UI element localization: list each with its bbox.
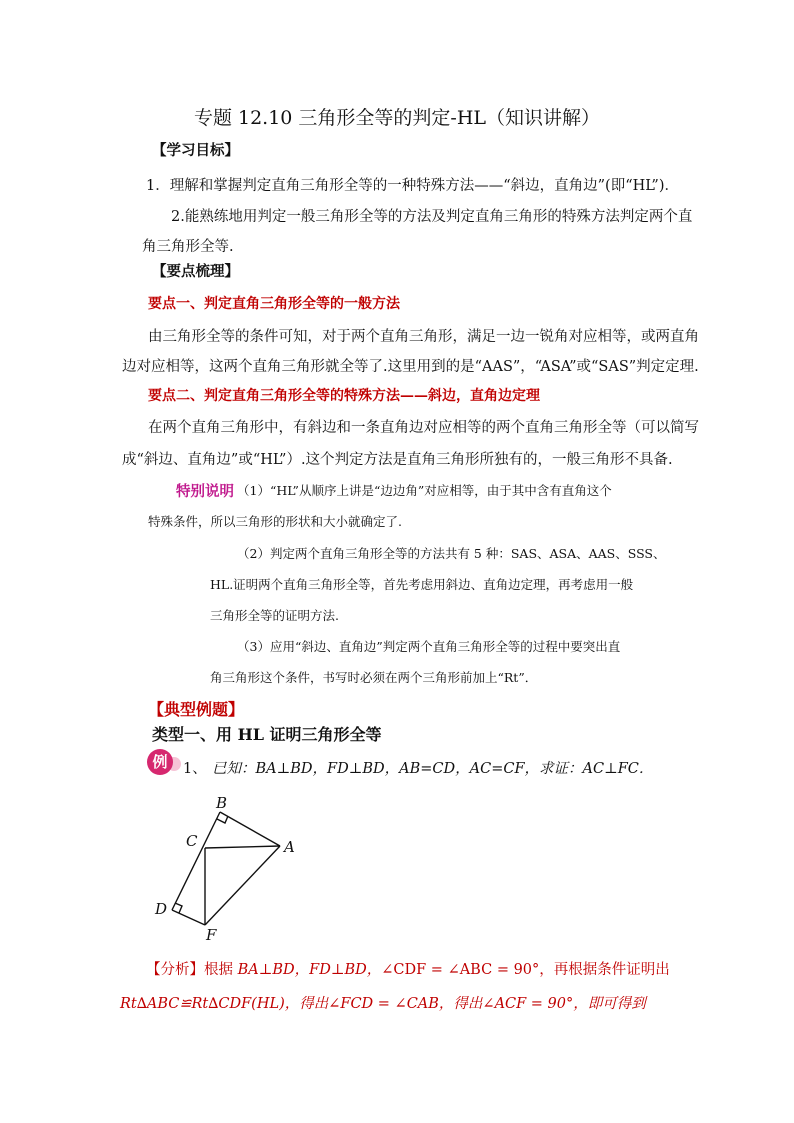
goal-item-2-line-2: 角三角形全等. [142, 239, 234, 255]
point-1-line-1: 由三角形全等的条件可知，对于两个直角三角形，满足一边一锐角对应相等，或两直角 [148, 329, 699, 345]
label-F: F [206, 926, 217, 944]
note-1-line-2: 特殊条件，所以三角形的形状和大小就确定了. [148, 514, 402, 529]
point-1-heading: 要点一、判定直角三角形全等的一般方法 [148, 296, 400, 312]
segment-BD [172, 812, 220, 910]
note-2-line-1: （2）判定两个直角三角形全等的方法共有 5 种：SAS、ASA、AAS、SSS、 [237, 546, 666, 561]
segment-BA [220, 812, 280, 846]
question-1-number: 1、 [183, 761, 207, 777]
label-A: A [284, 838, 295, 856]
note-2-line-3: 三角形全等的证明方法. [210, 608, 339, 623]
label-D: D [155, 900, 168, 918]
analysis-line-1: 【分析】根据 BA⊥BD，FD⊥BD，∠CDF = ∠ABC = 90°，再根据条件证明出 [146, 962, 670, 978]
point-2-heading: 要点二、判定直角三角形全等的特殊方法——斜边，直角边定理 [148, 388, 540, 404]
segment-CA [205, 846, 280, 848]
segment-AF [205, 846, 280, 925]
goal-item-2-line-1: 2.能熟练地用判定一般三角形全等的方法及判定直角三角形的特殊方法判定两个直 [171, 209, 693, 225]
examples-heading: 【典型例题】 [148, 700, 245, 719]
right-angle-mark-B [217, 816, 228, 823]
point-1-line-2: 边对应相等，这两个直角三角形就全等了.这里用到的是“AAS”，“ASA”或“SAS”判定定理. [122, 359, 699, 375]
note-3-line-2: 角三角形这个条件，书写时必须在两个三角形前加上“Rt”． [210, 670, 538, 685]
goals-heading: 【学习目标】 [152, 142, 239, 159]
points-heading: 【要点梳理】 [152, 263, 239, 280]
point-2-line-2: 成“斜边、直角边”或“HL”）.这个判定方法是直角三角形所独有的，一般三角形不具备. [122, 452, 673, 468]
question-1-text: 已知：BA⊥BD，FD⊥BD，AB=CD，AC=CF，求证：AC⊥FC． [212, 761, 654, 777]
analysis-label: 【分析】 [146, 962, 204, 978]
goal-item-1: 1．理解和掌握判定直角三角形全等的一种特殊方法——“斜边，直角边”(即“HL”)． [146, 178, 679, 194]
page-title: 专题 12.10 三角形全等的判定-HL（知识讲解） [193, 107, 601, 129]
type-1-heading: 类型一、用 HL 证明三角形全等 [152, 725, 382, 744]
point-2-line-1: 在两个直角三角形中，有斜边和一条直角边对应相等的两个直角三角形全等（可以简写 [148, 420, 699, 436]
note-2-line-2: HL.证明两个直角三角形全等，首先考虑用斜边、直角边定理，再考虑用一般 [210, 577, 634, 592]
note-3-line-1: （3）应用“斜边、直角边”判定两个直角三角形全等的过程中要突出直 [237, 639, 621, 654]
note-1-line-1: （1）“HL”从顺序上讲是“边边角”对应相等，由于其中含有直角这个 [237, 483, 612, 498]
example-badge: 例 [147, 749, 173, 775]
label-C: C [186, 832, 198, 850]
analysis-line-2: Rt∆ABC≌Rt∆CDF(HL)，得出∠FCD = ∠CAB，得出∠ACF = 90°，即可得到 [120, 996, 646, 1012]
special-note-label: 特别说明 [176, 483, 234, 500]
label-B: B [216, 794, 228, 812]
segment-DF [172, 910, 205, 925]
